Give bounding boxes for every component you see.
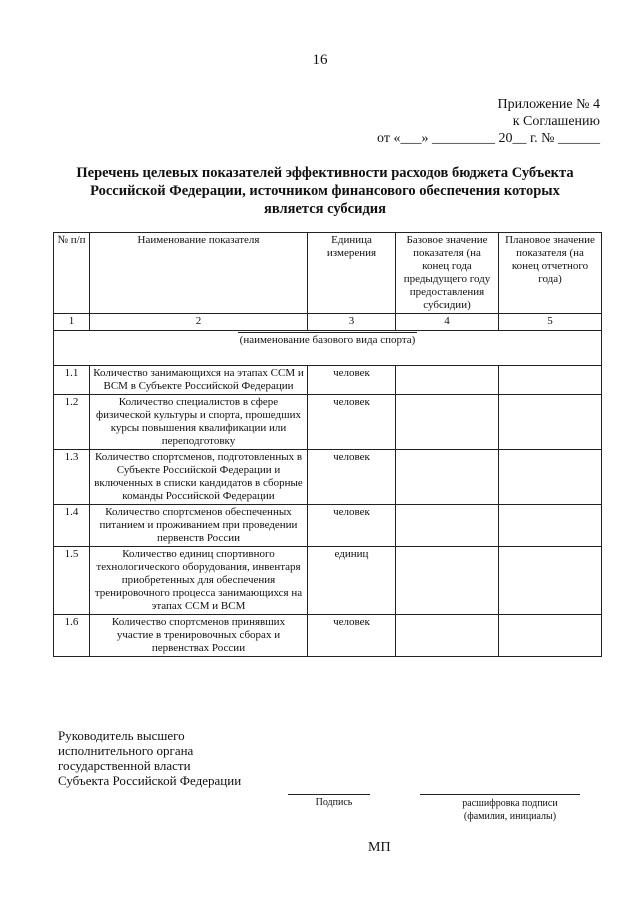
row-name: Количество спортсменов обеспеченных питанием и проживанием при проведении первенств России: [90, 505, 308, 547]
sport-name-row: [54, 331, 602, 366]
column-number: 4: [396, 314, 499, 331]
row-unit: человек: [308, 395, 396, 450]
sport-name-cell: [54, 331, 602, 366]
table-row: [54, 395, 602, 450]
header-plan: Плановое значение показателя (на конец отчетного года): [499, 233, 602, 314]
row-base: [396, 547, 499, 615]
row-num: 1.2: [54, 395, 90, 450]
table-row: [54, 547, 602, 615]
decode-sublabel: (фамилия, инициалы): [463, 811, 557, 822]
row-num: 1.4: [54, 505, 90, 547]
page-number: 16: [312, 52, 328, 68]
row-base: [396, 395, 499, 450]
signature-label: Подпись: [315, 797, 353, 808]
appendix-number: Приложение № 4: [497, 97, 600, 112]
appendix-date-line: от «___» _________ 20__ г. № ______: [377, 131, 600, 146]
signature-decode-line: [420, 794, 580, 795]
signature-line: [288, 794, 370, 795]
row-plan: [499, 547, 602, 615]
row-name: Количество единиц спортивного технологического оборудования, инвентаря приобретенных для обеспечения тренировочного процесса занимающихся на этапах ССМ и ВСМ: [90, 547, 308, 615]
table-row: [54, 505, 602, 547]
column-number: 5: [499, 314, 602, 331]
signatory-line: Руководитель высшего: [58, 728, 185, 743]
decode-label: расшифровка подписи: [462, 798, 558, 809]
table-header-row: [54, 233, 602, 314]
row-base: [396, 366, 499, 395]
appendix-agreement: к Соглашению: [512, 114, 600, 129]
header-unit: Единица измерения: [308, 233, 396, 314]
stamp-place: МП: [368, 840, 391, 855]
row-name: Количество спортсменов, подготовленных в Субъекте Российской Федерации и включенных в списки кандидатов в сборные команды Российской Федерации: [90, 450, 308, 505]
row-num: 1.3: [54, 450, 90, 505]
column-number: 2: [90, 314, 308, 331]
row-plan: [499, 366, 602, 395]
row-base: [396, 450, 499, 505]
row-name: Количество специалистов в сфере физической культуры и спорта, прошедших курсы повышения квалификации или переподготовку: [90, 395, 308, 450]
signature-decode-label: [420, 797, 600, 823]
row-name: Количество спортсменов принявших участие в тренировочных сборах и первенствах России: [90, 615, 308, 657]
column-number: 3: [308, 314, 396, 331]
header-num: № п/п: [54, 233, 90, 314]
column-number-row: [54, 314, 602, 331]
indicators-table: [53, 232, 602, 657]
table-row: [54, 450, 602, 505]
signatory-line: исполнительного органа: [58, 743, 194, 758]
row-plan: [499, 395, 602, 450]
row-unit: человек: [308, 615, 396, 657]
appendix-header: [350, 96, 600, 147]
row-unit: человек: [308, 505, 396, 547]
signatory-block: [58, 728, 241, 788]
table-row: [54, 615, 602, 657]
row-num: 1.6: [54, 615, 90, 657]
row-unit: человек: [308, 366, 396, 395]
row-num: 1.5: [54, 547, 90, 615]
row-unit: единиц: [308, 547, 396, 615]
row-plan: [499, 615, 602, 657]
signatory-line: государственной власти: [58, 758, 191, 773]
sport-name-label: (наименование базового вида спорта): [239, 334, 416, 346]
row-base: [396, 505, 499, 547]
column-number: 1: [54, 314, 90, 331]
row-name: Количество занимающихся на этапах ССМ и ВСМ в Субъекте Российской Федерации: [90, 366, 308, 395]
header-base: Базовое значение показателя (на конец года предыдущего году предоставления субсидии): [396, 233, 499, 314]
signatory-line: Субъекта Российской Федерации: [58, 773, 242, 788]
row-base: [396, 615, 499, 657]
row-plan: [499, 505, 602, 547]
header-name: Наименование показателя: [90, 233, 308, 314]
row-plan: [499, 450, 602, 505]
table-row: [54, 366, 602, 395]
document-title: Перечень целевых показателей эффективности расходов бюджета Субъекта Российской Федерации, источником финансового обеспечения которых является субсидия: [76, 165, 574, 217]
row-num: 1.1: [54, 366, 90, 395]
row-unit: человек: [308, 450, 396, 505]
